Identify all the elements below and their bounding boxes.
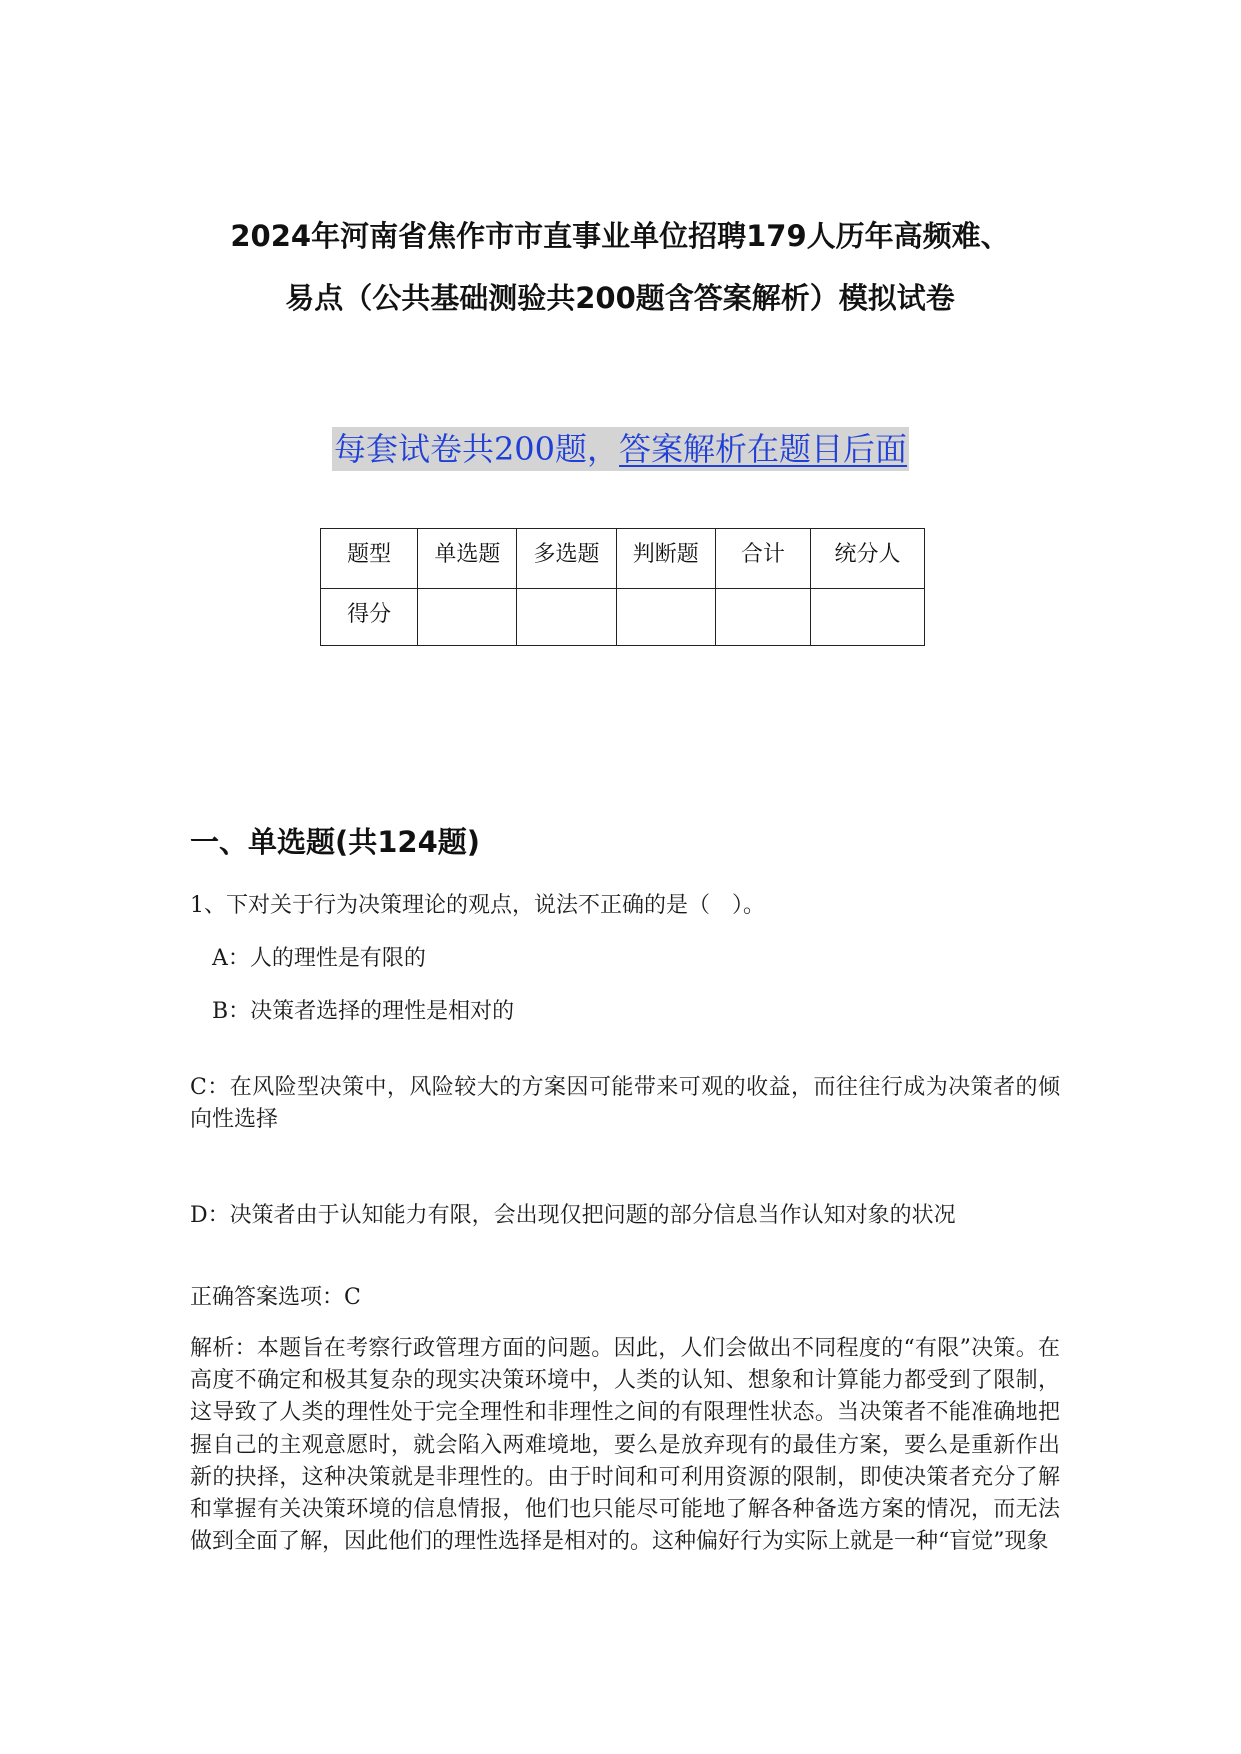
score-cell-total[interactable] bbox=[715, 589, 810, 646]
banner-notice bbox=[332, 427, 909, 471]
score-cell-judge[interactable] bbox=[616, 589, 715, 646]
header-cell-multiple: 多选题 bbox=[517, 529, 616, 589]
option-c: C：在风险型决策中，风险较大的方案因可能带来可观的收益，而往往行成为决策者的倾向性选择 bbox=[190, 1075, 1060, 1132]
section-heading: 一、单选题(共124题) bbox=[190, 825, 481, 859]
option-a: A：人的理性是有限的 bbox=[212, 946, 426, 971]
header-cell-total: 合计 bbox=[715, 529, 810, 589]
score-cell-scorer[interactable] bbox=[811, 589, 925, 646]
banner-text: 每套试卷共200题， bbox=[333, 430, 620, 468]
correct-answer: 正确答案选项：C bbox=[190, 1285, 361, 1310]
banner-container bbox=[0, 427, 1241, 471]
option-d: D：决策者由于认知能力有限，会出现仅把问题的部分信息当作认知对象的状况 bbox=[190, 1203, 956, 1228]
option-b: B：决策者选择的理性是相对的 bbox=[212, 999, 515, 1024]
answer-analysis: 解析：本题旨在考察行政管理方面的问题。因此，人们会做出不同程度的“有限”决策。在高度不确定和极其复杂的现实决策环境中，人类的认知、想象和计算能力都受到了限制，这导致了人类的理性处于完全理性和非理性之间的有限理性状态。当决策者不能准确地把握自己的主观意愿时，就会陷入两难境地，要么是放弃现有的最佳方案，要么是重新作出新的抉择，这种决策就是非理性的。由于时间和可利用资源的限制，即使决策者充分了解和掌握有关决策环境的信息情报，他们也只能尽可能地了解各种备选方案的情况，而无法做到全面了解，因此他们的理性选择是相对的。这种偏好行为实际上就是一种“盲觉”现象 bbox=[190, 1336, 1060, 1555]
banner-link[interactable]: 答案解析在题目后面 bbox=[619, 430, 908, 468]
score-row-label: 得分 bbox=[321, 589, 418, 646]
title-line-2: 易点（公共基础测验共200题含答案解析）模拟试卷 bbox=[285, 281, 955, 315]
score-table-score-row bbox=[321, 589, 925, 646]
document-title bbox=[150, 205, 1090, 329]
header-cell-single: 单选题 bbox=[418, 529, 517, 589]
score-cell-single[interactable] bbox=[418, 589, 517, 646]
score-table bbox=[320, 528, 925, 646]
score-table-header-row bbox=[321, 529, 925, 589]
title-line-1: 2024年河南省焦作市市直事业单位招聘179人历年高频难、 bbox=[230, 219, 1010, 253]
question-stem: 1、下对关于行为决策理论的观点，说法不正确的是（ ）。 bbox=[190, 893, 765, 918]
score-cell-multiple[interactable] bbox=[517, 589, 616, 646]
header-cell-type: 题型 bbox=[321, 529, 418, 589]
header-cell-judge: 判断题 bbox=[616, 529, 715, 589]
header-cell-scorer: 统分人 bbox=[811, 529, 925, 589]
